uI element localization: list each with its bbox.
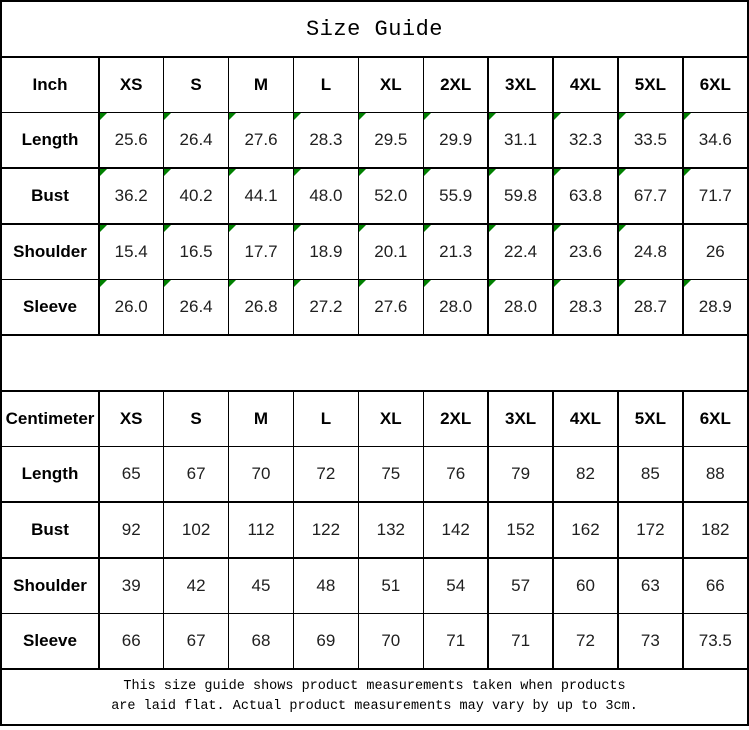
corner-marker-icon: [554, 280, 561, 287]
size-value-cell: [554, 113, 617, 167]
size-value-cell: [100, 614, 163, 668]
corner-marker-icon: [294, 169, 301, 176]
size-value: 51: [381, 575, 401, 595]
size-value: 22.4: [504, 241, 538, 261]
corner-marker-icon: [619, 280, 626, 287]
size-value: 28.0: [439, 297, 473, 317]
size-value: 73: [640, 631, 660, 651]
size-column-header: 3XL: [489, 392, 552, 446]
corner-marker-icon: [100, 280, 107, 287]
size-value-cell: [424, 280, 487, 334]
size-value: 27.2: [309, 297, 343, 317]
size-value: 70: [381, 631, 401, 651]
size-value: 72: [316, 464, 336, 484]
size-value-cell: [229, 169, 292, 223]
corner-marker-icon: [684, 169, 691, 176]
size-value-cell: [294, 559, 357, 613]
corner-marker-icon: [164, 113, 171, 120]
corner-marker-icon: [684, 280, 691, 287]
size-value: 65: [121, 464, 141, 484]
size-value-cell: [164, 280, 227, 334]
corner-marker-icon: [359, 225, 366, 232]
size-value: 63: [640, 575, 660, 595]
size-value-cell: [164, 169, 227, 223]
size-column-header: 6XL: [684, 58, 747, 112]
size-value: 60: [576, 575, 595, 595]
size-value: 26.8: [244, 297, 278, 317]
size-value: 42: [186, 575, 206, 595]
size-value-cell: [229, 280, 292, 334]
row-label-sleeve: Sleeve: [2, 280, 98, 334]
size-value-cell: [229, 447, 292, 501]
size-value: 40.2: [179, 186, 213, 206]
size-value: 52.0: [374, 186, 408, 206]
size-column-header: 4XL: [554, 58, 617, 112]
size-value-cell: [359, 225, 422, 279]
corner-marker-icon: [554, 225, 561, 232]
corner-marker-icon: [294, 113, 301, 120]
size-value: 152: [506, 519, 535, 539]
size-value: 72: [576, 631, 595, 651]
size-value-cell: [489, 447, 552, 501]
corner-marker-icon: [489, 225, 496, 232]
size-value: 21.3: [439, 241, 473, 261]
size-value-cell: [294, 447, 357, 501]
size-column-header: L: [294, 392, 357, 446]
size-value-cell: [164, 113, 227, 167]
size-value-cell: [100, 447, 163, 501]
size-value-cell: [489, 614, 552, 668]
corner-marker-icon: [229, 225, 236, 232]
row-label-length: Length: [2, 447, 98, 501]
size-value-cell: [489, 559, 552, 613]
size-value: 17.7: [244, 241, 278, 261]
size-value-cell: [684, 559, 747, 613]
corner-marker-icon: [424, 113, 431, 120]
size-value-cell: [424, 559, 487, 613]
size-value: 71.7: [698, 186, 732, 206]
size-value-cell: [100, 113, 163, 167]
size-value: 20.1: [374, 241, 408, 261]
unit-header-inch: Inch: [2, 58, 98, 112]
size-value-cell: [619, 447, 682, 501]
corner-marker-icon: [229, 113, 236, 120]
corner-marker-icon: [684, 113, 691, 120]
size-value: 26.0: [114, 297, 148, 317]
size-value: 23.6: [568, 241, 603, 261]
size-value: 28.7: [633, 297, 667, 317]
size-value: 26.4: [179, 130, 213, 150]
size-value-cell: [684, 225, 747, 279]
size-value-cell: [229, 503, 292, 557]
size-value-cell: [164, 614, 227, 668]
row-label-length: Length: [2, 113, 98, 167]
size-column-header: M: [229, 58, 292, 112]
corner-marker-icon: [100, 169, 107, 176]
size-column-header: S: [164, 58, 227, 112]
size-value-cell: [554, 280, 617, 334]
size-value-cell: [294, 225, 357, 279]
size-value: 29.9: [439, 130, 473, 150]
size-value-cell: [294, 503, 357, 557]
footer-note-line1: This size guide shows product measurements taken when products: [123, 678, 626, 694]
size-value-cell: [424, 503, 487, 557]
size-value-cell: [619, 280, 682, 334]
size-value-cell: [684, 169, 747, 223]
size-value: 70: [251, 464, 271, 484]
corner-marker-icon: [424, 280, 431, 287]
corner-marker-icon: [294, 225, 301, 232]
size-value: 75: [381, 464, 401, 484]
size-value: 67: [186, 631, 206, 651]
size-value: 66: [705, 575, 725, 595]
size-value-cell: [359, 280, 422, 334]
size-value-cell: [554, 559, 617, 613]
size-value: 122: [311, 519, 341, 539]
size-column-header: 6XL: [684, 392, 747, 446]
size-value-cell: [619, 559, 682, 613]
size-value: 26: [705, 241, 725, 261]
size-value-cell: [424, 447, 487, 501]
size-value: 48: [316, 575, 336, 595]
row-label-bust: Bust: [2, 503, 98, 557]
corner-marker-icon: [424, 169, 431, 176]
size-value: 25.6: [114, 130, 148, 150]
corner-marker-icon: [100, 225, 107, 232]
row-label-bust: Bust: [2, 169, 98, 223]
size-value: 59.8: [504, 186, 538, 206]
size-value-cell: [359, 559, 422, 613]
size-value: 55.9: [439, 186, 473, 206]
size-column-header: 3XL: [489, 58, 552, 112]
size-column-header: 2XL: [424, 58, 487, 112]
size-value: 79: [511, 464, 531, 484]
size-value: 45: [251, 575, 271, 595]
size-value-cell: [229, 559, 292, 613]
size-value: 67.7: [633, 186, 667, 206]
size-value-cell: [164, 559, 227, 613]
corner-marker-icon: [229, 280, 236, 287]
size-value-cell: [359, 503, 422, 557]
size-value: 69: [316, 631, 336, 651]
size-value: 27.6: [374, 297, 408, 317]
size-value-cell: [294, 614, 357, 668]
corner-marker-icon: [359, 280, 366, 287]
spacer-row: [2, 336, 747, 390]
size-value: 15.4: [114, 241, 148, 261]
size-value-cell: [359, 447, 422, 501]
size-column-header: XS: [100, 392, 163, 446]
size-value-cell: [619, 225, 682, 279]
size-column-header: L: [294, 58, 357, 112]
size-value-cell: [100, 503, 163, 557]
size-value-cell: [164, 503, 227, 557]
corner-marker-icon: [229, 169, 236, 176]
size-value-cell: [164, 447, 227, 501]
size-value: 39: [121, 575, 141, 595]
size-value-cell: [489, 503, 552, 557]
size-value-cell: [229, 113, 292, 167]
size-value-cell: [554, 503, 617, 557]
size-value: 132: [376, 519, 405, 539]
size-value: 71: [446, 631, 466, 651]
size-value: 24.8: [633, 241, 667, 261]
row-label-shoulder: Shoulder: [2, 225, 98, 279]
size-column-header: 5XL: [619, 392, 682, 446]
size-value-cell: [100, 559, 163, 613]
size-value: 102: [181, 519, 211, 539]
corner-marker-icon: [100, 113, 107, 120]
size-value-cell: [294, 280, 357, 334]
size-value-cell: [424, 113, 487, 167]
size-value-cell: [100, 169, 163, 223]
size-value: 68: [251, 631, 271, 651]
size-value-cell: [554, 614, 617, 668]
size-value: 172: [636, 519, 665, 539]
size-value: 73.5: [698, 631, 732, 651]
size-value-cell: [424, 169, 487, 223]
size-value: 27.6: [244, 130, 278, 150]
corner-marker-icon: [489, 280, 496, 287]
corner-marker-icon: [164, 280, 171, 287]
size-column-header: XL: [359, 392, 422, 446]
size-value-cell: [619, 169, 682, 223]
size-value: 44.1: [244, 186, 278, 206]
size-value: 31.1: [504, 130, 538, 150]
size-value-cell: [359, 113, 422, 167]
page-title: Size Guide: [2, 2, 747, 56]
size-column-header: XS: [100, 58, 163, 112]
size-value: 142: [441, 519, 470, 539]
size-value: 28.9: [698, 297, 732, 317]
corner-marker-icon: [359, 113, 366, 120]
size-value-cell: [619, 503, 682, 557]
corner-marker-icon: [554, 169, 561, 176]
size-value: 48.0: [309, 186, 343, 206]
size-value: 88: [705, 464, 725, 484]
size-value-cell: [684, 280, 747, 334]
size-value: 16.5: [179, 241, 213, 261]
size-value: 28.3: [309, 130, 343, 150]
size-value-cell: [619, 614, 682, 668]
size-value-cell: [294, 113, 357, 167]
size-value: 54: [446, 575, 466, 595]
size-column-header: XL: [359, 58, 422, 112]
size-value-cell: [294, 169, 357, 223]
size-value: 67: [186, 464, 206, 484]
size-value: 28.3: [568, 297, 603, 317]
unit-header-centimeter: Centimeter: [2, 392, 98, 446]
size-value: 36.2: [114, 186, 148, 206]
size-value-cell: [229, 614, 292, 668]
row-label-shoulder: Shoulder: [2, 559, 98, 613]
corner-marker-icon: [554, 113, 561, 120]
corner-marker-icon: [619, 169, 626, 176]
corner-marker-icon: [619, 113, 626, 120]
size-value-cell: [619, 113, 682, 167]
corner-marker-icon: [294, 280, 301, 287]
size-value: 82: [576, 464, 595, 484]
size-value: 76: [446, 464, 466, 484]
size-value: 162: [571, 519, 600, 539]
size-value: 182: [701, 519, 730, 539]
corner-marker-icon: [619, 225, 626, 232]
size-value: 92: [121, 519, 141, 539]
size-value: 26.4: [179, 297, 213, 317]
corner-marker-icon: [359, 169, 366, 176]
size-column-header: S: [164, 392, 227, 446]
size-value: 57: [511, 575, 531, 595]
size-value-cell: [554, 447, 617, 501]
size-column-header: 2XL: [424, 392, 487, 446]
size-value-cell: [489, 113, 552, 167]
size-value: 28.0: [504, 297, 538, 317]
size-value: 85: [640, 464, 660, 484]
corner-marker-icon: [489, 113, 496, 120]
footer-note: [2, 670, 747, 724]
size-value: 32.3: [568, 130, 603, 150]
size-value-cell: [359, 614, 422, 668]
row-label-sleeve: Sleeve: [2, 614, 98, 668]
size-value-cell: [424, 225, 487, 279]
size-value-cell: [164, 225, 227, 279]
size-value: 33.5: [633, 130, 667, 150]
size-column-header: M: [229, 392, 292, 446]
size-column-header: 4XL: [554, 392, 617, 446]
size-value-cell: [684, 447, 747, 501]
size-value: 63.8: [568, 186, 603, 206]
corner-marker-icon: [489, 169, 496, 176]
size-value-cell: [489, 169, 552, 223]
size-value-cell: [489, 225, 552, 279]
corner-marker-icon: [424, 225, 431, 232]
size-value-cell: [554, 225, 617, 279]
size-value: 71: [511, 631, 531, 651]
size-value-cell: [100, 280, 163, 334]
size-column-header: 5XL: [619, 58, 682, 112]
corner-marker-icon: [164, 225, 171, 232]
size-value: 29.5: [374, 130, 408, 150]
size-value-cell: [424, 614, 487, 668]
size-value-cell: [684, 113, 747, 167]
size-value-cell: [684, 614, 747, 668]
size-value-cell: [359, 169, 422, 223]
footer-note-line2: are laid flat. Actual product measurements may vary by up to 3cm.: [111, 698, 638, 714]
size-value-cell: [684, 503, 747, 557]
size-value: 34.6: [698, 130, 732, 150]
corner-marker-icon: [164, 169, 171, 176]
size-value: 66: [121, 631, 141, 651]
size-value-cell: [100, 225, 163, 279]
size-value: 18.9: [309, 241, 343, 261]
size-value-cell: [554, 169, 617, 223]
size-value-cell: [229, 225, 292, 279]
size-value: 112: [247, 519, 275, 539]
size-value-cell: [489, 280, 552, 334]
